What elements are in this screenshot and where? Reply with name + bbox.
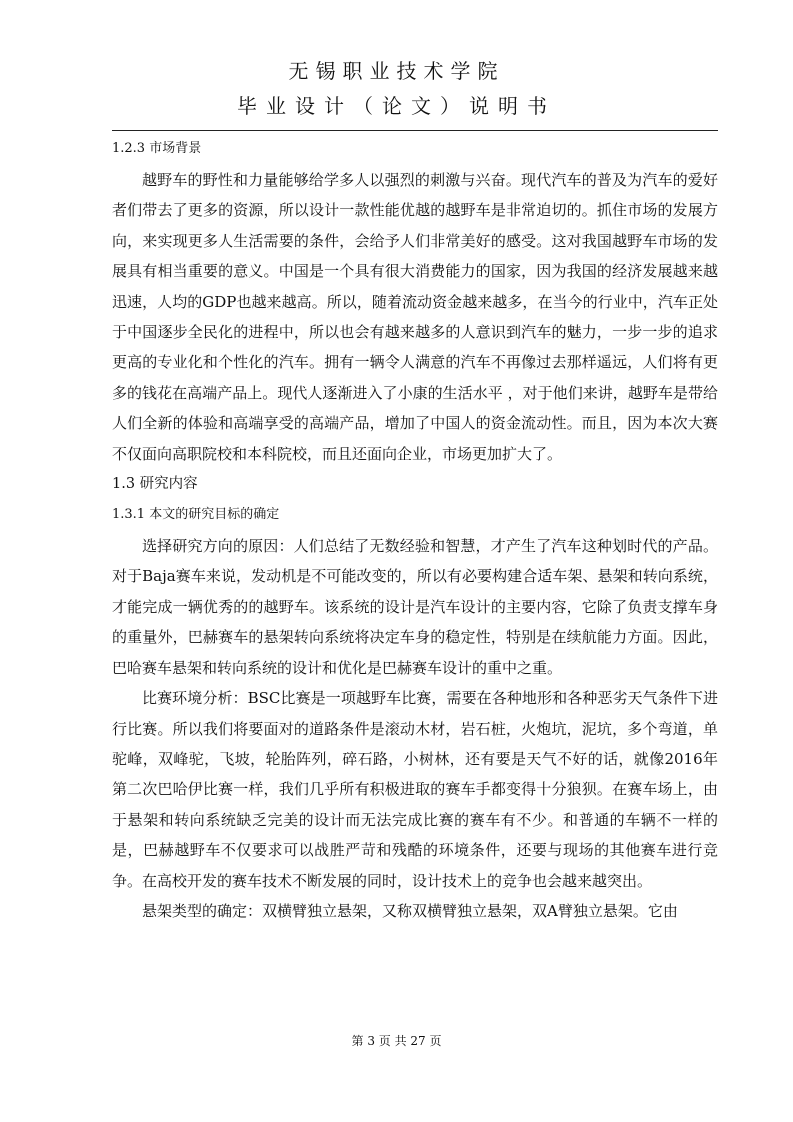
header-divider <box>112 130 718 131</box>
paragraph-competition-environment: 比赛环境分析：BSC比赛是一项越野车比赛，需要在各种地形和各种恶劣天气条件下进行比赛。所以我们将要面对的道路条件是滚动木材，岩石桩，火炮坑，泥坑，多个弯道，单驼峰，双峰驼，飞坡，轮胎阵列，碎石路，小树林，还有要是天气不好的话，就像2016年第二次巴哈伊比赛一样，我们几乎所有积极进取的赛车手都变得十分狼狈。在赛车场上，由于悬架和转向系统缺乏完美的设计而无法完成比赛的赛车有不少。和普通的车辆不一样的是，巴赫越野车不仅要求可以战胜严苛和残酷的环境条件，还要与现场的其他赛车进行竞争。在高校开发的赛车技术不断发展的同时，设计技术上的竞争也会越来越突出。 <box>112 689 718 890</box>
paragraph-research-direction: 选择研究方向的原因：人们总结了无数经验和智慧，才产生了汽车这种划时代的产品。对于Baja赛车来说，发动机是不可能改变的，所以有必要构建合适车架、悬架和转向系统，才能完成一辆优秀的的越野车。该系统的设计是汽车设计的主要内容，它除了负责支撑车身的重量外，巴赫赛车的悬架转向系统将决定车身的稳定性，特别是在续航能力方面。因此，巴哈赛车悬架和转向系统的设计和优化是巴赫赛车设计的重中之重。 <box>112 537 718 677</box>
paragraph-market-background: 越野车的野性和力量能够给学多人以强烈的刺激与兴奋。现代汽车的普及为汽车的爱好者们带去了更多的资源，所以设计一款性能优越的越野车是非常迫切的。抓住市场的发展方向，来实现更多人生活需要的条件，会给予人们非常美好的感受。这对我国越野车市场的发展具有相当重要的意义。中国是一个具有很大消费能力的国家，因为我国的经济发展越来越迅速，人均的GDP也越来越高。所以，随着流动资金越来越多，在当今的行业中，汽车正处于中国逐步全民化的进程中，所以也会有越来越多的人意识到汽车的魅力，一步一步的追求更高的专业化和个性化的汽车。拥有一辆令人满意的汽车不再像过去那样遥远，人们将有更多的钱花在高端产品上。现代人逐渐进入了小康的生活水平 ，对于他们来讲，越野车是带给人们全新的体验和高端享受的高端产品，增加了中国人的资金流动性。而且，因为本次大赛不仅面向高职院校和本科院校，而且还面向企业，市场更加扩大了。 <box>112 171 718 463</box>
section-heading-1-3: 1.3 研究内容 <box>112 476 198 493</box>
paragraph-suspension-type: 悬架类型的确定：双横臂独立悬架，又称双横臂独立悬架，双A臂独立悬架。它由 <box>142 901 678 920</box>
document-body <box>112 135 718 926</box>
section-heading-1-3-1: 1.3.1 本文的研究目标的确定 <box>112 507 280 523</box>
document-subtitle: 毕业设计（论文）说明书 <box>237 94 556 118</box>
school-name: 无锡职业技术学院 <box>288 59 505 83</box>
section-heading-1-2-3: 1.2.3 市场背景 <box>112 141 202 156</box>
page-number: 第 3 页 共 27 页 <box>351 1034 442 1048</box>
